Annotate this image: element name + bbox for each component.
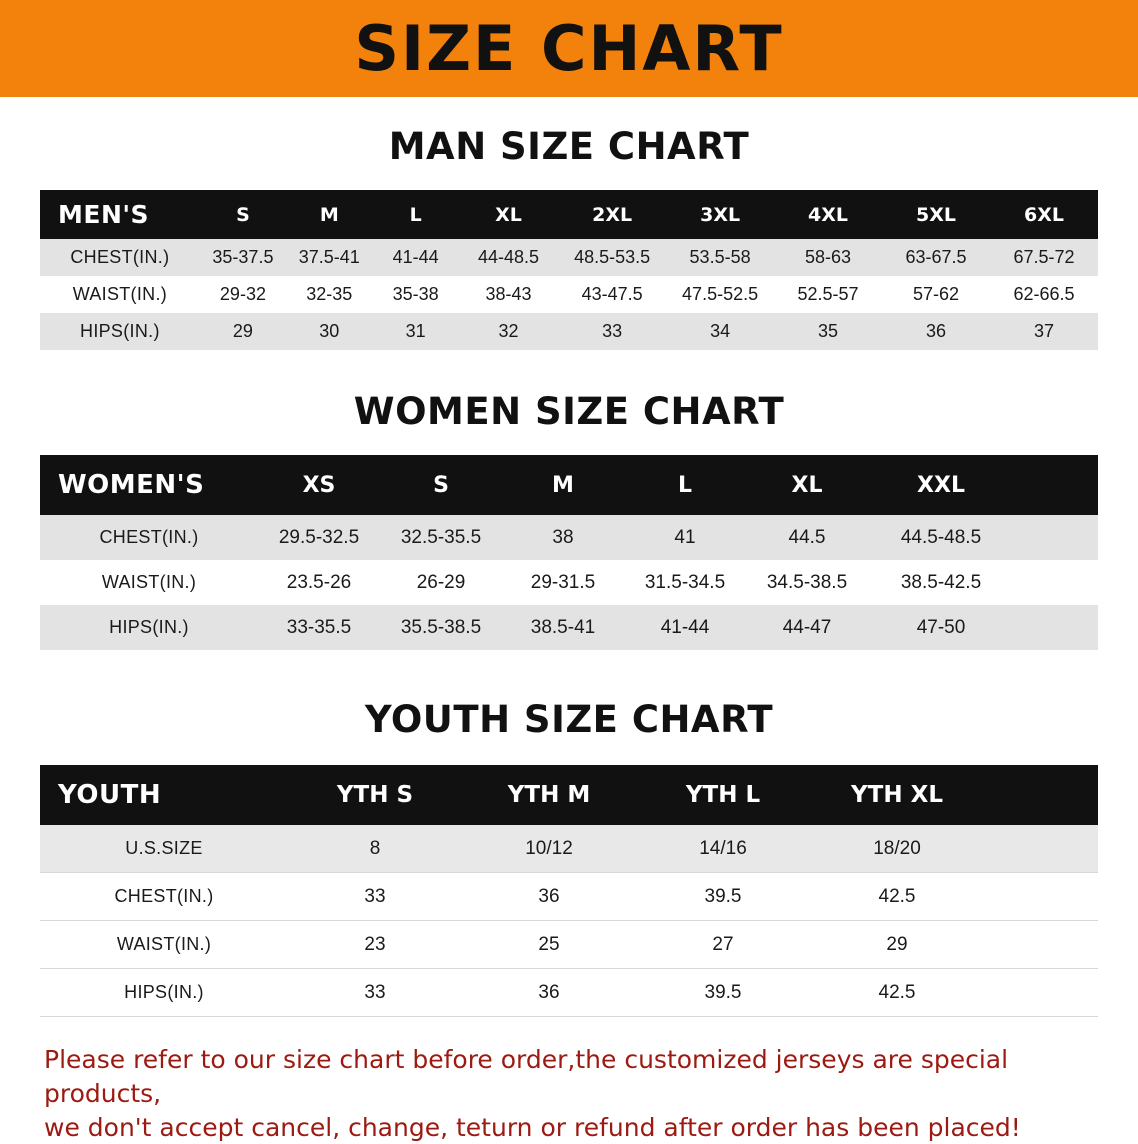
women-chest-m: 38 xyxy=(502,515,624,560)
men-waist-6xl: 62-66.5 xyxy=(990,276,1098,313)
youth-waist-l: 27 xyxy=(636,921,810,969)
women-size-table xyxy=(40,455,1098,650)
women-waist-xs: 23.5-26 xyxy=(258,560,380,605)
table-row xyxy=(40,605,1098,650)
men-hips-m: 30 xyxy=(286,313,372,350)
men-chest-6xl: 67.5-72 xyxy=(990,239,1098,276)
men-hips-4xl: 35 xyxy=(774,313,882,350)
youth-hips-spacer xyxy=(984,969,1098,1017)
men-waist-2xl: 43-47.5 xyxy=(558,276,666,313)
men-row-label-hips: HIPS(IN.) xyxy=(40,313,200,350)
table-row xyxy=(40,921,1098,969)
women-col-xl: XL xyxy=(746,455,868,515)
men-row-label-waist: WAIST(IN.) xyxy=(40,276,200,313)
women-waist-m: 29-31.5 xyxy=(502,560,624,605)
youth-col-m: YTH M xyxy=(462,765,636,825)
youth-size-table xyxy=(40,765,1098,1017)
youth-chest-m: 36 xyxy=(462,873,636,921)
men-size-table xyxy=(40,190,1098,350)
women-waist-spacer xyxy=(1014,560,1098,605)
women-hips-spacer xyxy=(1014,605,1098,650)
men-waist-m: 32-35 xyxy=(286,276,372,313)
women-section-title: WOMEN SIZE CHART xyxy=(0,390,1138,433)
men-chest-4xl: 58-63 xyxy=(774,239,882,276)
men-hips-l: 31 xyxy=(372,313,458,350)
policy-note-line-2: we don't accept cancel, change, teturn or refund after order has been placed! xyxy=(44,1111,1094,1144)
women-chest-xxl: 44.5-48.5 xyxy=(868,515,1014,560)
youth-hips-m: 36 xyxy=(462,969,636,1017)
policy-note-line-1: Please refer to our size chart before order,the customized jerseys are special products, xyxy=(44,1043,1094,1111)
women-hips-m: 38.5-41 xyxy=(502,605,624,650)
table-row xyxy=(40,313,1098,350)
men-col-s: S xyxy=(200,190,286,239)
women-waist-xl: 34.5-38.5 xyxy=(746,560,868,605)
youth-row-label-hips: HIPS(IN.) xyxy=(40,969,288,1017)
youth-col-xl: YTH XL xyxy=(810,765,984,825)
men-col-3xl: 3XL xyxy=(666,190,774,239)
youth-waist-xl: 29 xyxy=(810,921,984,969)
men-corner-label: MEN'S xyxy=(40,190,200,239)
women-corner-label: WOMEN'S xyxy=(40,455,258,515)
youth-section-title: YOUTH SIZE CHART xyxy=(0,698,1138,741)
women-row-label-waist: WAIST(IN.) xyxy=(40,560,258,605)
youth-hips-s: 33 xyxy=(288,969,462,1017)
men-waist-l: 35-38 xyxy=(372,276,458,313)
youth-hips-l: 39.5 xyxy=(636,969,810,1017)
youth-ussize-spacer xyxy=(984,825,1098,873)
table-row xyxy=(40,560,1098,605)
youth-chest-s: 33 xyxy=(288,873,462,921)
youth-chest-spacer xyxy=(984,873,1098,921)
men-chest-5xl: 63-67.5 xyxy=(882,239,990,276)
youth-col-s: YTH S xyxy=(288,765,462,825)
men-hips-6xl: 37 xyxy=(990,313,1098,350)
men-chest-l: 41-44 xyxy=(372,239,458,276)
women-hips-s: 35.5-38.5 xyxy=(380,605,502,650)
men-col-6xl: 6XL xyxy=(990,190,1098,239)
women-col-xxl: XXL xyxy=(868,455,1014,515)
women-col-l: L xyxy=(624,455,746,515)
youth-chest-l: 39.5 xyxy=(636,873,810,921)
youth-corner-label: YOUTH xyxy=(40,765,288,825)
men-hips-3xl: 34 xyxy=(666,313,774,350)
women-hips-l: 41-44 xyxy=(624,605,746,650)
women-chest-spacer xyxy=(1014,515,1098,560)
youth-row-label-chest: CHEST(IN.) xyxy=(40,873,288,921)
men-col-l: L xyxy=(372,190,458,239)
youth-row-label-waist: WAIST(IN.) xyxy=(40,921,288,969)
youth-ussize-xl: 18/20 xyxy=(810,825,984,873)
women-col-s: S xyxy=(380,455,502,515)
men-waist-4xl: 52.5-57 xyxy=(774,276,882,313)
youth-row-label-ussize: U.S.SIZE xyxy=(40,825,288,873)
men-chest-3xl: 53.5-58 xyxy=(666,239,774,276)
women-waist-xxl: 38.5-42.5 xyxy=(868,560,1014,605)
men-row-label-chest: CHEST(IN.) xyxy=(40,239,200,276)
youth-waist-m: 25 xyxy=(462,921,636,969)
women-hips-xxl: 47-50 xyxy=(868,605,1014,650)
men-header-row xyxy=(40,190,1098,239)
men-chest-m: 37.5-41 xyxy=(286,239,372,276)
youth-hips-xl: 42.5 xyxy=(810,969,984,1017)
women-hips-xl: 44-47 xyxy=(746,605,868,650)
women-col-m: M xyxy=(502,455,624,515)
men-hips-2xl: 33 xyxy=(558,313,666,350)
men-col-2xl: 2XL xyxy=(558,190,666,239)
women-header-row xyxy=(40,455,1098,515)
youth-col-spacer xyxy=(984,765,1098,825)
youth-waist-s: 23 xyxy=(288,921,462,969)
header-banner xyxy=(0,0,1138,97)
men-col-5xl: 5XL xyxy=(882,190,990,239)
women-waist-l: 31.5-34.5 xyxy=(624,560,746,605)
men-col-m: M xyxy=(286,190,372,239)
women-row-label-hips: HIPS(IN.) xyxy=(40,605,258,650)
table-row xyxy=(40,825,1098,873)
men-hips-5xl: 36 xyxy=(882,313,990,350)
men-chest-2xl: 48.5-53.5 xyxy=(558,239,666,276)
men-chest-s: 35-37.5 xyxy=(200,239,286,276)
men-waist-5xl: 57-62 xyxy=(882,276,990,313)
men-hips-xl: 32 xyxy=(459,313,558,350)
women-chest-l: 41 xyxy=(624,515,746,560)
women-chest-s: 32.5-35.5 xyxy=(380,515,502,560)
women-hips-xs: 33-35.5 xyxy=(258,605,380,650)
table-row xyxy=(40,276,1098,313)
men-waist-xl: 38-43 xyxy=(459,276,558,313)
table-row xyxy=(40,239,1098,276)
men-col-xl: XL xyxy=(459,190,558,239)
men-waist-s: 29-32 xyxy=(200,276,286,313)
youth-ussize-m: 10/12 xyxy=(462,825,636,873)
women-chest-xs: 29.5-32.5 xyxy=(258,515,380,560)
youth-ussize-s: 8 xyxy=(288,825,462,873)
youth-chest-xl: 42.5 xyxy=(810,873,984,921)
women-row-label-chest: CHEST(IN.) xyxy=(40,515,258,560)
men-hips-s: 29 xyxy=(200,313,286,350)
table-row xyxy=(40,969,1098,1017)
men-waist-3xl: 47.5-52.5 xyxy=(666,276,774,313)
youth-waist-spacer xyxy=(984,921,1098,969)
youth-ussize-l: 14/16 xyxy=(636,825,810,873)
women-col-spacer xyxy=(1014,455,1098,515)
women-chest-xl: 44.5 xyxy=(746,515,868,560)
women-col-xs: XS xyxy=(258,455,380,515)
men-chest-xl: 44-48.5 xyxy=(459,239,558,276)
policy-note xyxy=(44,1043,1094,1144)
page-title: SIZE CHART xyxy=(354,18,783,80)
table-row xyxy=(40,515,1098,560)
youth-header-row xyxy=(40,765,1098,825)
women-waist-s: 26-29 xyxy=(380,560,502,605)
men-col-4xl: 4XL xyxy=(774,190,882,239)
table-row xyxy=(40,873,1098,921)
youth-col-l: YTH L xyxy=(636,765,810,825)
man-section-title: MAN SIZE CHART xyxy=(0,125,1138,168)
